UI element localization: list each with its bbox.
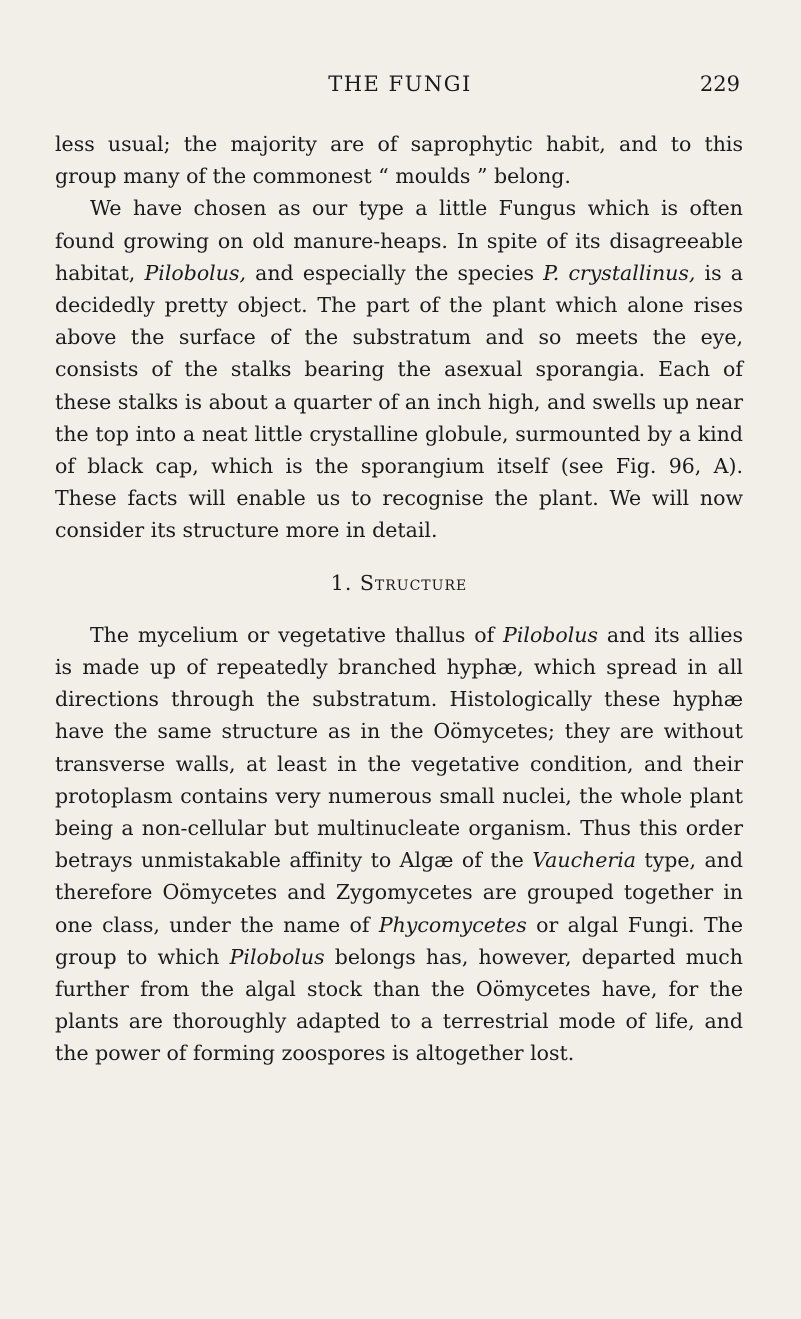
paragraph-pilobolus-intro [55, 192, 743, 546]
text-run: The mycelium or vegetative thallus of [90, 622, 504, 647]
paragraph-structure [55, 619, 743, 1070]
text-run: belongs has, however, departed much further from the algal stock than the Oömycetes have, for the plants are thoroughly adapted to a terrestrial mode of life, and the power of forming zoospores is altogether lost. [55, 944, 743, 1066]
running-head [60, 72, 740, 100]
italic-genus: Pilobolus [229, 944, 325, 969]
text-run: or algal Fungi. The group to which [55, 912, 743, 969]
italic-genus: Pilobolus, [144, 260, 246, 285]
text-run: type, and therefore Oömycetes and Zygomycetes are grouped together in one class, under the name of [55, 848, 744, 937]
text-run: is a decidedly pretty object. The part of the plant which alone rises above the surface of the substratum and so meets the eye, consists of the stalks bearing the asexual sporangia. Each of these stalks is about a quarter of an inch high, and swells up near the top into a neat little crystalline globule, surmounted by a kind of black cap, which is the sporangium itself (see Fig. 96, A). These facts will enable us to recognise the plant. We will now consider its structure more in detail. [55, 260, 743, 543]
text-run: less usual; the majority are of saprophytic habit, and to this group many of the commonest “ moulds ” belong. [55, 132, 743, 189]
italic-genus: Pilobolus [503, 622, 599, 647]
text-run: and especially the species [245, 260, 544, 285]
section-number: 1. [330, 570, 353, 595]
paragraph-continued [55, 128, 743, 192]
italic-species: P. crystallinus, [543, 260, 696, 285]
page-number: 229 [699, 72, 740, 96]
body-text [55, 128, 743, 1070]
italic-genus: Vaucheria [532, 848, 636, 873]
running-title: THE FUNGI [328, 72, 472, 96]
section-heading [55, 567, 743, 599]
text-run: and its allies is made up of repeatedly branched hyphæ, which spread in all directions through the substratum. Histologically these hyphæ have the same structure as in the Oömycetes; they are without transverse walls, at least in the vegetative condition, and their protoplasm contains very numerous small nuclei, the whole plant being a non-cellular but multinucleate organism. Thus this order betrays unmistakable affinity to Algæ of the [55, 622, 743, 873]
section-title: Structure [359, 570, 468, 595]
text-run: We have chosen as our type a little Fungus which is often found growing on old manure-heaps. In spite of its disagreeable habitat, [55, 196, 743, 285]
italic-class: Phycomycetes [378, 912, 527, 937]
